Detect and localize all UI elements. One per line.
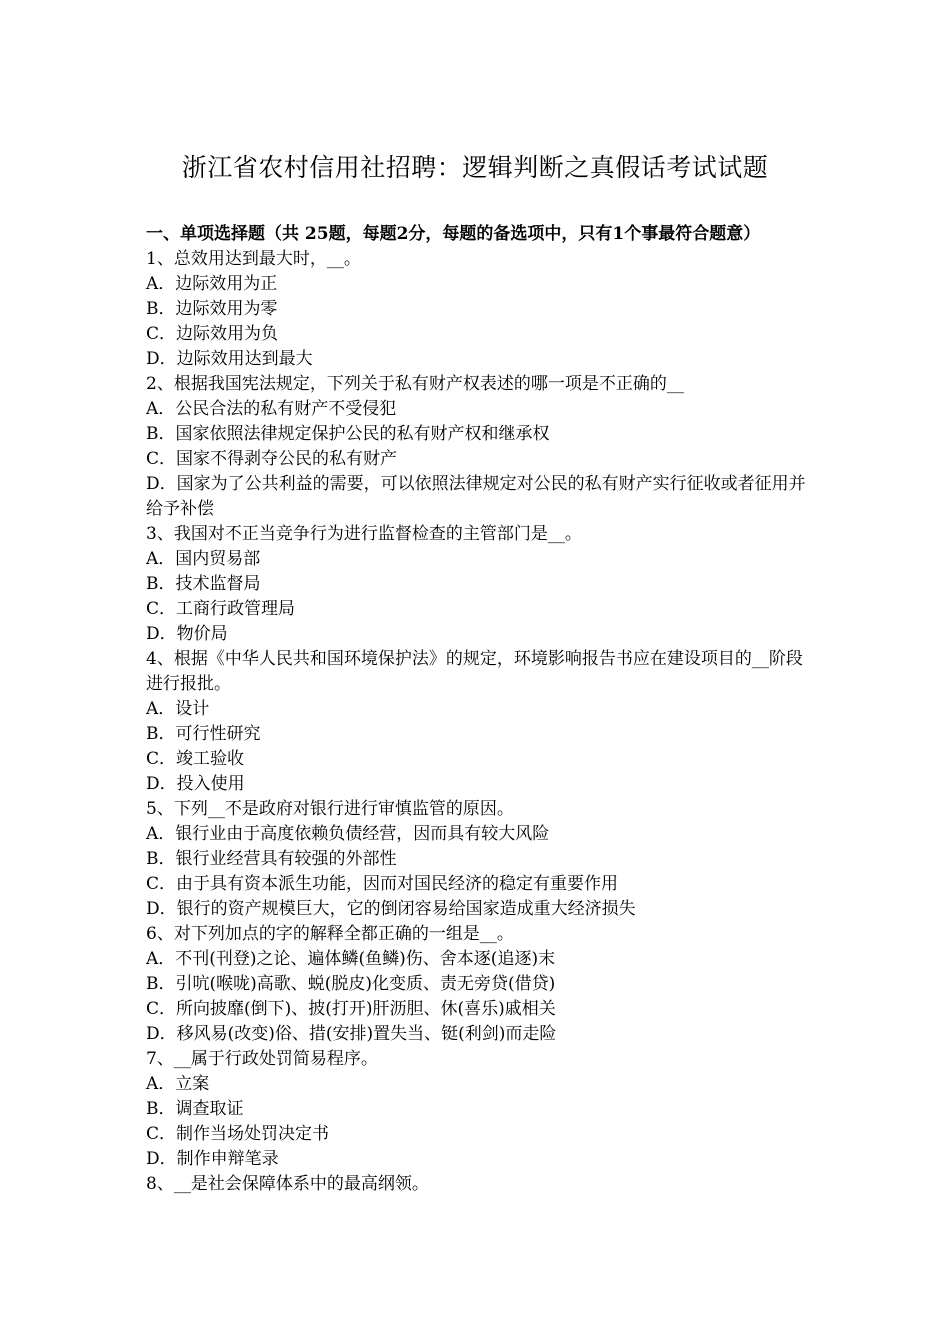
option-d: D．银行的资产规模巨大，它的倒闭容易给国家造成重大经济损失 xyxy=(146,899,636,919)
option-b: B．引吭(喉咙)高歌、蜕(脱皮)化变质、责无旁贷(借贷) xyxy=(146,974,556,994)
option-a: A．国内贸易部 xyxy=(146,549,261,569)
option-d: D．移风易(改变)俗、措(安排)置失当、铤(利剑)而走险 xyxy=(146,1024,557,1044)
question-stem: 2、根据我国宪法规定，下列关于私有财产权表述的哪一项是不正确的__ xyxy=(146,374,684,394)
question-2 xyxy=(146,372,814,522)
option-a: A．公民合法的私有财产不受侵犯 xyxy=(146,399,397,419)
option-c: C．由于具有资本派生功能，因而对国民经济的稳定有重要作用 xyxy=(146,874,619,894)
option-d: D．边际效用达到最大 xyxy=(146,349,313,369)
option-c: C．工商行政管理局 xyxy=(146,599,296,619)
question-4 xyxy=(146,647,814,797)
option-b: B．国家依照法律规定保护公民的私有财产权和继承权 xyxy=(146,424,550,444)
option-c: C．制作当场处罚决定书 xyxy=(146,1124,330,1144)
option-c: C．竣工验收 xyxy=(146,749,245,769)
question-stem: 3、我国对不正当竞争行为进行监督检查的主管部门是__。 xyxy=(146,524,582,544)
option-b: B．可行性研究 xyxy=(146,724,261,744)
question-stem: 8、__是社会保障体系中的最高纲领。 xyxy=(146,1174,429,1194)
question-stem: 4、根据《中华人民共和国环境保护法》的规定，环境影响报告书应在建设项目的__阶段进行报批。 xyxy=(146,649,803,694)
option-d: D．投入使用 xyxy=(146,774,245,794)
option-a: A．立案 xyxy=(146,1074,210,1094)
option-d: D．制作申辩笔录 xyxy=(146,1149,279,1169)
option-a: A．银行业由于高度依赖负债经营，因而具有较大风险 xyxy=(146,824,550,844)
option-b: B．调查取证 xyxy=(146,1099,244,1119)
option-c: C．边际效用为负 xyxy=(146,324,279,344)
question-stem: 7、__属于行政处罚简易程序。 xyxy=(146,1049,378,1069)
question-8 xyxy=(146,1172,814,1197)
question-1 xyxy=(146,247,814,372)
option-d: D．国家为了公共利益的需要，可以依照法律规定对公民的私有财产实行征收或者征用并给予补偿 xyxy=(146,474,806,519)
option-b: B．边际效用为零 xyxy=(146,299,278,319)
question-3 xyxy=(146,522,814,647)
option-a: A．边际效用为正 xyxy=(146,274,278,294)
option-b: B．技术监督局 xyxy=(146,574,261,594)
document-title: 浙江省农村信用社招聘：逻辑判断之真假话考试试题 xyxy=(181,153,769,182)
option-a: A．设计 xyxy=(146,699,210,719)
document-body xyxy=(146,222,814,1197)
question-stem: 5、下列__不是政府对银行进行审慎监管的原因。 xyxy=(146,799,514,819)
option-d: D．物价局 xyxy=(146,624,228,644)
question-stem: 6、对下列加点的字的解释全都正确的一组是__。 xyxy=(146,924,514,944)
question-7 xyxy=(146,1047,814,1172)
question-stem: 1、总效用达到最大时，__。 xyxy=(146,249,361,269)
option-c: C．所向披靡(倒下)、披(打开)肝沥胆、休(喜乐)戚相关 xyxy=(146,999,556,1019)
option-c: C．国家不得剥夺公民的私有财产 xyxy=(146,449,398,469)
option-a: A．不刊(刊登)之论、遍体鳞(鱼鳞)伤、舍本逐(追逐)末 xyxy=(146,949,556,969)
question-6 xyxy=(146,922,814,1047)
question-5 xyxy=(146,797,814,922)
section-heading: 一、单项选择题（共 25题，每题2分，每题的备选项中，只有1个事最符合题意） xyxy=(146,224,761,244)
option-b: B．银行业经营具有较强的外部性 xyxy=(146,849,397,869)
